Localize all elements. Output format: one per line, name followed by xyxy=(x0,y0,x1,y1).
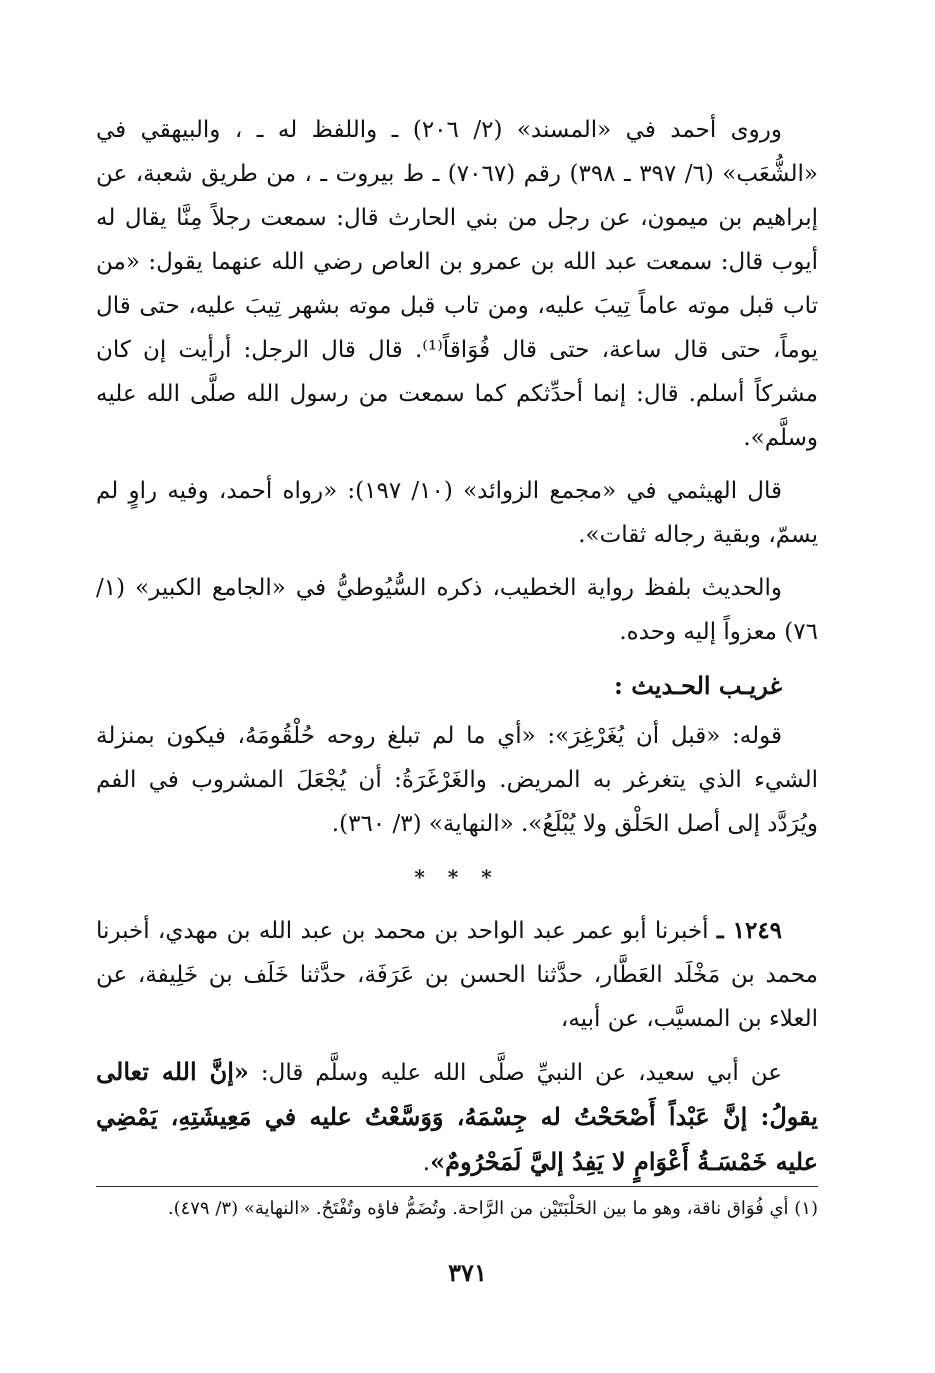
paragraph-gharib: قوله: «قبل أن يُغَرْغِرَ»: «أي ما لم تبلغ روحه حُلْقُومَهُ، فيكون بمنزلة الشيء الذي يتغرغر به المريض. والغَرْغَرَةُ: أن يُجْعَلَ المشروب في الفم ويُرَدَّد إلى أصل الحَلْق ولا يُبْلَعُ». «النهاية» (٣/ ٣٦٠). xyxy=(96,723,818,837)
paragraph-ahmad-narration: وروى أحمد في «المسند» (٢/ ٢٠٦) ـ واللفظ له ـ ، والبيهقي في «الشُّعَب» (٦/ ٣٩٧ ـ ٣٩٨) رقم (٧٠٦٧) ـ ط بيروت ـ ، من طريق شعبة، عن إبراهيم بن ميمون، عن رجل من بني الحارث قال: سمعت رجلاً مِنَّا يقال له أيوب قال: سمعت عبد الله بن عمرو بن العاص رضي الله عنهما يقول: «من تاب قبل موته عاماً تِيبَ عليه، ومن تاب قبل موته بشهر تِيبَ عليه، حتى قال يوماً، حتى قال ساعة، حتى قال فُوَاقاً⁽¹⁾. قال قال الرجل: أرأيت إن كان مشركاً أسلم. قال: إنما أحدِّثكم كما سمعت من رسول الله صلَّى الله عليه وسلَّم». xyxy=(96,117,818,451)
isnad-text: أخبرنا أبو عمر عبد الواحد بن محمد بن عبد الله بن مهدي، أخبرنا محمد بن مَخْلَد العَطَّار، حدَّثنا الحسن بن عَرَفَة، حدَّثنا خَلَف بن خَلِيفة، عن العلاء بن المسيَّب، عن أبيه، xyxy=(96,918,818,1032)
paragraph-hadith-text xyxy=(96,1050,818,1185)
page-number: ٣٧١ xyxy=(448,1258,487,1287)
hadith-end: . xyxy=(422,1150,431,1176)
paragraph-isnad xyxy=(96,909,818,1041)
section-separator: * * * xyxy=(414,865,500,889)
footnote-divider xyxy=(96,1186,818,1187)
paragraph-haythami: قال الهيثمي في «مجمع الزوائد» (١٠/ ١٩٧): «رواه أحمد، وفيه راوٍ لم يسمّ، وبقية رجاله ثقات». xyxy=(96,478,818,548)
hadith-intro: عن أبي سعيد، عن النبيِّ صلَّى الله عليه وسلَّم قال: xyxy=(248,1060,782,1086)
section-heading: غريـب الحـديث : xyxy=(614,671,782,700)
hadith-number: ١٢٤٩ ـ xyxy=(716,917,783,944)
main-text xyxy=(96,108,818,1194)
hadith-matn: «إنَّ الله تعالى يقولُ: إنَّ عَبْداً أَصْحَحْتُ له جِسْمَهُ، وَوَسَّعْتُ عليه في مَعِيشَتِهِ، يَمْضِي عليه خَمْسَـةُ أَعْوَامٍ لا يَفِدُ إليَّ لَمَحْرُومٌ» xyxy=(96,1057,818,1176)
paragraph-suyuti: والحديث بلفظ رواية الخطيب، ذكره السُّيُوطيُّ في «الجامع الكبير» (١/ ٧٦) معزواً إليه وحده. xyxy=(96,575,818,645)
footnote: (١) أي فُوَاق ناقة، وهو ما بين الحَلْبَتَيْن من الرَّاحة. وتُضَمُّ فاؤه وتُفْتَحُ. «النهاية» (٣/ ٤٧٩). xyxy=(167,1198,818,1219)
